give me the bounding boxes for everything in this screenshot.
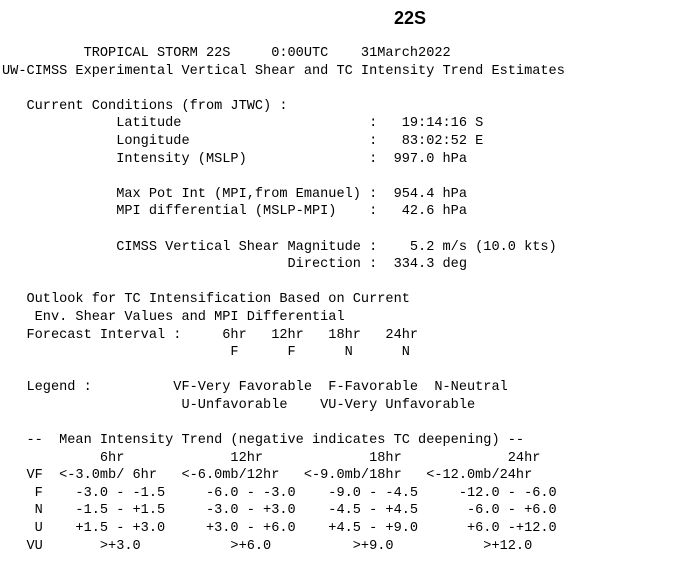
outlook-heading-1: Outlook for TC Intensification Based on Current (2, 292, 410, 308)
header-storm-line: TROPICAL STORM 22S 0:00UTC 31March2022 (2, 46, 451, 61)
shear-magnitude-line: CIMSS Vertical Shear Magnitude : 5.2 m/s (10.0 kts) (2, 239, 557, 255)
legend-line-2: U-Unfavorable VU-Very Unfavorable (2, 397, 476, 413)
trend-row-u: U +1.5 - +3.0 +3.0 - +6.0 +4.5 - +9.0 +6.0 -+12.0 (2, 521, 557, 537)
current-conditions-heading: Current Conditions (from JTWC) : (2, 98, 288, 114)
mpi-differential-line: MPI differential (MSLP-MPI) : 42.6 hPa (2, 204, 467, 220)
legend-line-1: Legend : VF-Very Favorable F-Favorable N-Neutral (2, 380, 508, 396)
forecast-values-line: F F N N (2, 345, 410, 361)
shear-report (2, 45, 565, 555)
longitude-line: Longitude : 83:02:52 E (2, 133, 484, 149)
trend-row-vf: VF <-3.0mb/ 6hr <-6.0mb/12hr <-9.0mb/18hr <-12.0mb/24hr (2, 468, 533, 484)
forecast-interval-line: Forecast Interval : 6hr 12hr 18hr 24hr (2, 327, 419, 343)
trend-row-f: F -3.0 - -1.5 -6.0 - -3.0 -9.0 - -4.5 -12.0 - -6.0 (2, 485, 557, 501)
mpi-line: Max Pot Int (MPI,from Emanuel) : 954.4 hPa (2, 186, 467, 202)
trend-row-n: N -1.5 - +1.5 -3.0 - +3.0 -4.5 - +4.5 -6.0 - +6.0 (2, 503, 557, 519)
trend-row-vu: VU >+3.0 >+6.0 >+9.0 >+12.0 (2, 538, 533, 554)
latitude-line: Latitude : 19:14:16 S (2, 116, 484, 132)
trend-heading: -- Mean Intensity Trend (negative indicates TC deepening) -- (2, 433, 525, 449)
outlook-heading-2: Env. Shear Values and MPI Differential (2, 309, 345, 325)
shear-direction-line: Direction : 334.3 deg (2, 257, 467, 273)
intensity-line: Intensity (MSLP) : 997.0 hPa (2, 151, 467, 167)
page-title: 22S (393, 8, 427, 28)
header-product-line: UW-CIMSS Experimental Vertical Shear and TC Intensity Trend Estimates (2, 63, 565, 79)
trend-columns: 6hr 12hr 18hr 24hr (2, 450, 541, 466)
